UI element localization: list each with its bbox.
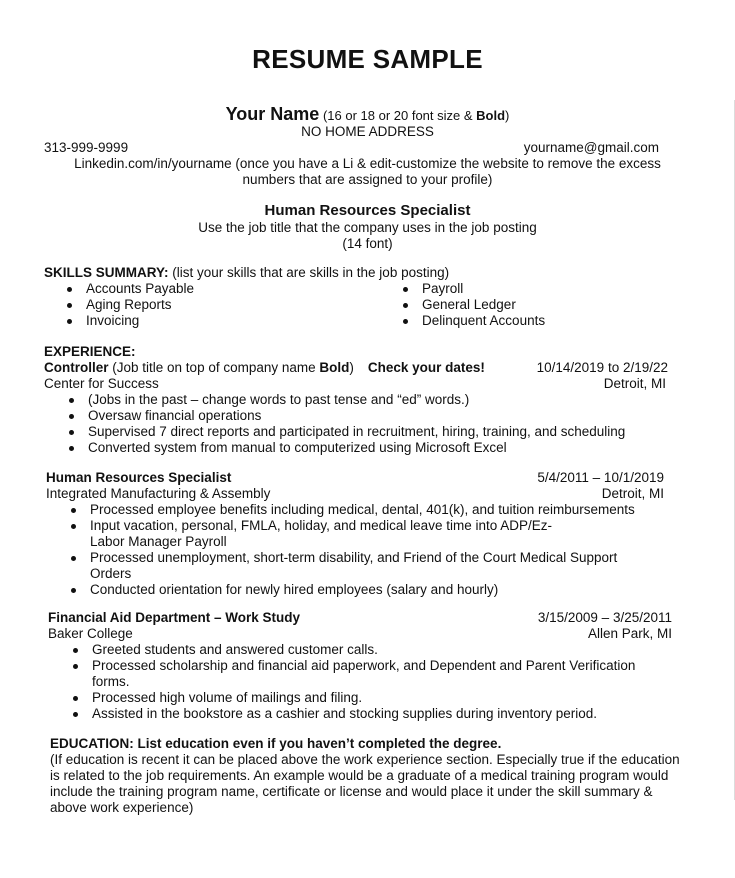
list-item: Greeted students and answered customer calls. [70,642,680,658]
list-item: General Ledger [400,297,660,313]
job3-location: Allen Park, MI [587,626,672,641]
list-item: Processed high volume of mailings and filing. [70,690,680,706]
job3-dates: 3/15/2009 – 3/25/2011 [537,610,672,625]
job2-company: Integrated Manufacturing & Assembly [46,486,271,501]
target-job-title: Human Resources Specialist [264,202,471,219]
skills-list-right [400,281,660,329]
address: NO HOME ADDRESS [301,124,434,139]
page-title: RESUME SAMPLE [252,44,483,74]
list-item: Processed scholarship and financial aid paperwork, and Dependent and Parent Verification forms. [70,658,680,690]
job2-title: Human Resources Specialist [46,470,232,485]
target-job-note-1: Use the job title that the company uses in the job posting [198,220,537,235]
check-dates-note: Check your dates! [367,360,485,375]
skills-heading: SKILLS SUMMARY: (list your skills that are skills in the job posting) [44,265,450,280]
contact-row [44,140,659,156]
job1-title-row: Controller (Job title on top of company name Bold) Check your dates! 10/14/2019 to 2/19/22 [44,360,668,375]
linkedin-line-2: numbers that are assigned to your profile) [242,172,493,187]
list-item: Converted system from manual to computerized using Microsoft Excel [66,440,706,456]
list-item: Oversaw financial operations [66,408,706,424]
job1-company: Center for Success [44,376,159,391]
list-item: (Jobs in the past – change words to past tense and “ed” words.) [66,392,706,408]
list-item: Processed employee benefits including medical, dental, 401(k), and tuition reimbursements [68,502,678,518]
job1-company-row [44,376,666,392]
phone: 313-999-9999 [44,140,129,155]
job2-duties [68,502,678,598]
list-item: Supervised 7 direct reports and participated in recruitment, hiring, training, and scheduling [66,424,706,440]
job3-company: Baker College [48,626,133,641]
list-item: Assisted in the bookstore as a cashier and stocking supplies during inventory period. [70,706,680,722]
name-note: (16 or 18 or 20 font size & Bold) [319,108,510,123]
job3-duties [70,642,680,722]
education-body: (If education is recent it can be placed above the work experience section. Especially true if the education is related to the job requirements. An example would be a graduate of a medical training program would include the training program name, certificate or license and would place it under the skill summary & above work experience) [50,752,680,815]
applicant-name: Your Name [225,104,320,124]
job3-company-row [48,626,672,642]
list-item: Accounts Payable [64,281,364,297]
job1-dates: 10/14/2019 to 2/19/22 [536,360,668,375]
job3-title: Financial Aid Department – Work Study [48,610,301,625]
list-item: Processed unemployment, short-term disability, and Friend of the Court Medical Support Orders [68,550,678,582]
experience-heading: EXPERIENCE: [44,344,136,359]
job1-location: Detroit, MI [603,376,666,391]
job2-company-row [46,486,664,502]
job1-title: Controller [44,360,109,375]
list-item: Delinquent Accounts [400,313,660,329]
target-job-note-2: (14 font) [342,236,393,251]
job3-title-row [48,610,672,626]
list-item: Conducted orientation for newly hired employees (salary and hourly) [68,582,678,598]
skills-list-left [64,281,364,329]
list-item: Invoicing [64,313,364,329]
list-item: Aging Reports [64,297,364,313]
job2-dates: 5/4/2011 – 10/1/2019 [537,470,664,485]
education-heading: EDUCATION: List education even if you haven’t completed the degree. [50,736,502,751]
name-line [0,104,735,126]
job2-location: Detroit, MI [601,486,664,501]
list-item: Input vacation, personal, FMLA, holiday, and medical leave time into ADP/Ez-Labor Manager Payroll [68,518,678,550]
list-item: Payroll [400,281,660,297]
job2-title-row [46,470,664,486]
email: yourname@gmail.com [523,140,659,155]
linkedin-line-1: Linkedin.com/in/yourname (once you have a Li & edit-customize the website to remove the excess [74,156,661,171]
job1-duties [66,392,706,456]
